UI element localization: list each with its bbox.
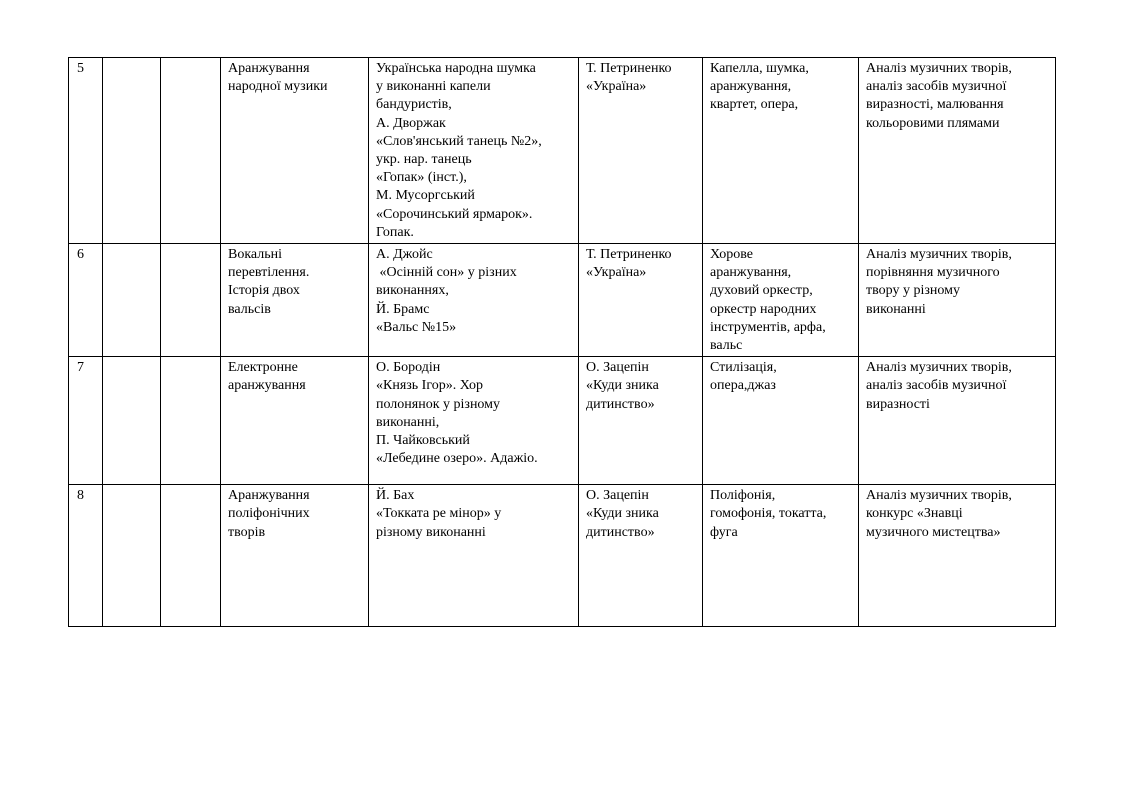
works-line: А. Джойс xyxy=(376,247,433,263)
terms-line: аранжування, xyxy=(710,79,792,95)
terms-line: фуга xyxy=(710,524,738,540)
song-cell xyxy=(579,58,703,244)
terms-line: аранжування, xyxy=(710,265,792,281)
lesson-number: 8 xyxy=(77,488,84,504)
topic-line: перевтілення. xyxy=(228,265,310,281)
activities-cell xyxy=(859,244,1056,357)
topic-line: аранжування xyxy=(228,378,306,394)
topic-line: Аранжування xyxy=(228,488,310,504)
song-line: Т. Петриненко xyxy=(586,61,672,76)
works-line: бандуристів, xyxy=(376,97,452,113)
works-line: «Токката ре мінор» у xyxy=(376,506,502,522)
topic-cell xyxy=(221,485,369,627)
empty-cell xyxy=(103,485,161,627)
terms-line: оркестр народних xyxy=(710,301,817,317)
topic-line: творів xyxy=(228,524,266,540)
works-line: «Гопак» (інст.), xyxy=(376,170,467,186)
table-row xyxy=(69,485,1056,627)
activities-line: виразності xyxy=(866,396,930,412)
works-cell xyxy=(369,58,579,244)
works-line: різному виконанні xyxy=(376,524,486,540)
works-cell xyxy=(369,485,579,627)
activities-cell xyxy=(859,357,1056,485)
activities-line: виконанні xyxy=(866,301,926,317)
terms-line: опера,джаз xyxy=(710,378,776,394)
activities-line: кольоровими плямами xyxy=(866,115,1000,131)
activities-line: аналіз засобів музичної xyxy=(866,378,1007,394)
works-line: «Слов'янський танець №2», xyxy=(376,133,542,149)
terms-line: Поліфонія, xyxy=(710,488,776,504)
terms-cell xyxy=(703,58,859,244)
empty-cell xyxy=(161,357,221,485)
works-line: укр. нар. танець xyxy=(376,152,472,168)
lesson-number: 5 xyxy=(77,61,84,76)
song-line: Т. Петриненко xyxy=(586,247,672,263)
lesson-number-cell xyxy=(69,58,103,244)
activities-cell xyxy=(859,58,1056,244)
topic-line: народної музики xyxy=(228,79,328,95)
works-line: «Лебедине озеро». Адажіо. xyxy=(376,451,538,467)
lesson-number-cell xyxy=(69,485,103,627)
terms-line: духовий оркестр, xyxy=(710,283,813,299)
activities-cell xyxy=(859,485,1056,627)
topic-line: Електронне xyxy=(228,360,298,376)
works-cell xyxy=(369,244,579,357)
activities-line: конкурс «Знавці xyxy=(866,506,963,522)
empty-cell xyxy=(161,244,221,357)
works-cell xyxy=(369,357,579,485)
works-line: П. Чайковський xyxy=(376,433,470,449)
topic-line: Вокальні xyxy=(228,247,283,263)
works-line: «Осінній сон» у різних xyxy=(376,265,517,281)
song-cell xyxy=(579,357,703,485)
activities-line: музичного мистецтва» xyxy=(866,524,1001,540)
topic-line: Історія двох xyxy=(228,283,300,299)
table-row xyxy=(69,244,1056,357)
works-line: у виконанні капели xyxy=(376,79,491,95)
terms-line: інструментів, арфа, xyxy=(710,319,826,335)
terms-line: квартет, опера, xyxy=(710,97,799,113)
empty-cell xyxy=(161,485,221,627)
activities-line: Аналіз музичних творів, xyxy=(866,61,1012,76)
activities-line: Аналіз музичних творів, xyxy=(866,247,1012,263)
lesson-plan-table xyxy=(68,57,1056,627)
topic-cell xyxy=(221,244,369,357)
song-line: «Куди зника xyxy=(586,506,659,522)
activities-line: аналіз засобів музичної xyxy=(866,79,1007,95)
activities-line: виразності, малювання xyxy=(866,97,1004,113)
table-row xyxy=(69,58,1056,244)
works-line: Й. Бах xyxy=(376,488,415,504)
works-line: О. Бородін xyxy=(376,360,441,376)
works-line: виконанні, xyxy=(376,414,440,430)
works-line: Гопак. xyxy=(376,224,414,240)
topic-line: поліфонічних xyxy=(228,506,310,522)
empty-cell xyxy=(103,244,161,357)
song-line: «Куди зника xyxy=(586,378,659,394)
works-line: М. Мусоргський xyxy=(376,188,475,204)
topic-cell xyxy=(221,58,369,244)
works-line: полонянок у різному xyxy=(376,396,501,412)
table-row xyxy=(69,357,1056,485)
terms-line: Хорове xyxy=(710,247,753,263)
topic-line: Аранжування xyxy=(228,61,310,76)
table-body xyxy=(69,58,1056,627)
activities-line: твору у різному xyxy=(866,283,960,299)
works-line: Й. Брамс xyxy=(376,301,430,317)
song-line: дитинство» xyxy=(586,396,655,412)
terms-cell xyxy=(703,244,859,357)
lesson-number-cell xyxy=(69,357,103,485)
works-line: А. Дворжак xyxy=(376,115,446,131)
works-line: виконаннях, xyxy=(376,283,449,299)
topic-line: вальсів xyxy=(228,301,271,317)
lesson-number: 7 xyxy=(77,360,84,376)
empty-cell xyxy=(103,357,161,485)
empty-cell xyxy=(103,58,161,244)
topic-cell xyxy=(221,357,369,485)
empty-cell xyxy=(161,58,221,244)
song-line: О. Зацепін xyxy=(586,488,649,504)
activities-line: Аналіз музичних творів, xyxy=(866,360,1012,376)
lesson-number-cell xyxy=(69,244,103,357)
terms-line: вальс xyxy=(710,338,743,354)
song-cell xyxy=(579,244,703,357)
terms-cell xyxy=(703,485,859,627)
song-line: «Україна» xyxy=(586,265,647,281)
lesson-number: 6 xyxy=(77,247,84,263)
song-line: О. Зацепін xyxy=(586,360,649,376)
terms-cell xyxy=(703,357,859,485)
activities-line: порівняння музичного xyxy=(866,265,1000,281)
works-line: Українська народна шумка xyxy=(376,61,536,76)
works-line: «Сорочинський ярмарок». xyxy=(376,206,533,222)
terms-line: гомофонія, токатта, xyxy=(710,506,827,522)
terms-line: Капелла, шумка, xyxy=(710,61,809,76)
song-line: «Україна» xyxy=(586,79,647,95)
works-line: «Князь Ігор». Хор xyxy=(376,378,483,394)
song-line: дитинство» xyxy=(586,524,655,540)
works-line: «Вальс №15» xyxy=(376,319,457,335)
song-cell xyxy=(579,485,703,627)
activities-line: Аналіз музичних творів, xyxy=(866,488,1012,504)
terms-line: Стилізація, xyxy=(710,360,777,376)
